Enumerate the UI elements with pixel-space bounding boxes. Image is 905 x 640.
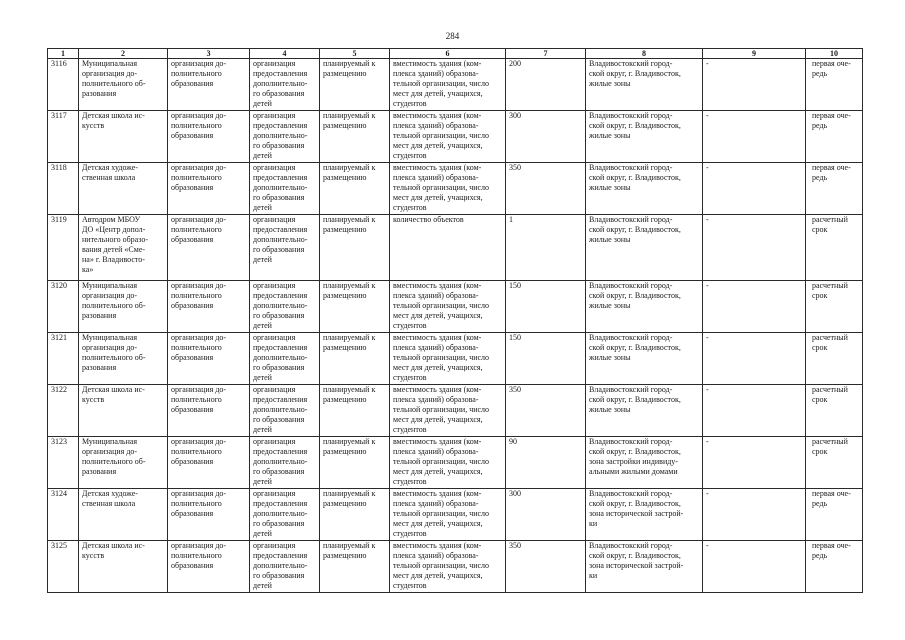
- cell-status: планируемый к размещению: [320, 111, 390, 163]
- table-row: [48, 437, 863, 489]
- cell-location: Владивостокский город- ской округ, г. Владивосток, жилые зоны: [586, 163, 703, 215]
- cell-number: 3116: [48, 59, 79, 111]
- table-row: [48, 333, 863, 385]
- cell-value: 150: [506, 333, 586, 385]
- cell-object-kind: организация предоставления дополнительно- го образования детей: [250, 489, 320, 541]
- cell-number: 3123: [48, 437, 79, 489]
- cell-value: 150: [506, 281, 586, 333]
- cell-object-name: Муниципальная организация до- полнительного об- разования: [79, 59, 168, 111]
- table-row: [48, 385, 863, 437]
- column-number: 3: [168, 49, 250, 59]
- column-number: 9: [703, 49, 806, 59]
- cell-location: Владивостокский город- ской округ, г. Владивосток, жилые зоны: [586, 59, 703, 111]
- cell-zone: -: [703, 281, 806, 333]
- cell-term: первая оче- редь: [806, 541, 863, 593]
- column-number: 8: [586, 49, 703, 59]
- table-row: [48, 163, 863, 215]
- cell-parameter: вместимость здания (ком- плекса зданий) образова- тельной организации, число мест для детей, учащихся, студентов: [390, 111, 506, 163]
- cell-value: 200: [506, 59, 586, 111]
- cell-value: 300: [506, 489, 586, 541]
- cell-object-name: Детская школа ис- кусств: [79, 111, 168, 163]
- cell-zone: -: [703, 385, 806, 437]
- cell-term: расчетный срок: [806, 385, 863, 437]
- cell-status: планируемый к размещению: [320, 437, 390, 489]
- cell-number: 3118: [48, 163, 79, 215]
- column-number: 1: [48, 49, 79, 59]
- cell-location: Владивостокский город- ской округ, г. Владивосток, жилые зоны: [586, 333, 703, 385]
- cell-status: планируемый к размещению: [320, 541, 390, 593]
- cell-zone: -: [703, 541, 806, 593]
- cell-status: планируемый к размещению: [320, 385, 390, 437]
- cell-zone: -: [703, 59, 806, 111]
- cell-parameter: количество объектов: [390, 215, 506, 281]
- cell-term: расчетный срок: [806, 215, 863, 281]
- cell-object-kind: организация предоставления дополнительно- го образования детей: [250, 59, 320, 111]
- cell-object-kind: организация предоставления дополнительно- го образования детей: [250, 215, 320, 281]
- column-number: 7: [506, 49, 586, 59]
- cell-object-name: Муниципальная организация до- полнительного об- разования: [79, 281, 168, 333]
- cell-number: 3121: [48, 333, 79, 385]
- cell-parameter: вместимость здания (ком- плекса зданий) образова- тельной организации, число мест для детей, учащихся, студентов: [390, 437, 506, 489]
- cell-object-kind: организация предоставления дополнительно- го образования детей: [250, 437, 320, 489]
- cell-object-kind: организация предоставления дополнительно- го образования детей: [250, 333, 320, 385]
- objects-table: [47, 48, 863, 593]
- table-row: [48, 215, 863, 281]
- cell-parameter: вместимость здания (ком- плекса зданий) образова- тельной организации, число мест для детей, учащихся, студентов: [390, 541, 506, 593]
- cell-term: первая оче- редь: [806, 489, 863, 541]
- cell-object-name: Детская художе- ственная школа: [79, 489, 168, 541]
- cell-number: 3119: [48, 215, 79, 281]
- cell-number: 3124: [48, 489, 79, 541]
- cell-location: Владивостокский город- ской округ, г. Владивосток, жилые зоны: [586, 281, 703, 333]
- cell-object-kind: организация предоставления дополнительно- го образования детей: [250, 111, 320, 163]
- cell-object-type: организация до- полнительного образования: [168, 333, 250, 385]
- cell-zone: -: [703, 437, 806, 489]
- cell-parameter: вместимость здания (ком- плекса зданий) образова- тельной организации, число мест для детей, учащихся, студентов: [390, 59, 506, 111]
- cell-object-name: Детская художе- ственная школа: [79, 163, 168, 215]
- cell-status: планируемый к размещению: [320, 281, 390, 333]
- cell-status: планируемый к размещению: [320, 59, 390, 111]
- cell-object-type: организация до- полнительного образования: [168, 385, 250, 437]
- cell-location: Владивостокский город- ской округ, г. Владивосток, зона исторической застрой- ки: [586, 489, 703, 541]
- column-number: 5: [320, 49, 390, 59]
- cell-number: 3122: [48, 385, 79, 437]
- cell-parameter: вместимость здания (ком- плекса зданий) образова- тельной организации, число мест для детей, учащихся, студентов: [390, 489, 506, 541]
- cell-parameter: вместимость здания (ком- плекса зданий) образова- тельной организации, число мест для детей, учащихся, студентов: [390, 385, 506, 437]
- cell-term: расчетный срок: [806, 281, 863, 333]
- cell-status: планируемый к размещению: [320, 489, 390, 541]
- cell-value: 1: [506, 215, 586, 281]
- cell-object-name: Детская школа ис- кусств: [79, 541, 168, 593]
- cell-location: Владивостокский город- ской округ, г. Владивосток, жилые зоны: [586, 215, 703, 281]
- cell-object-kind: организация предоставления дополнительно- го образования детей: [250, 281, 320, 333]
- cell-object-type: организация до- полнительного образования: [168, 59, 250, 111]
- table-row: [48, 59, 863, 111]
- cell-object-type: организация до- полнительного образования: [168, 541, 250, 593]
- cell-object-kind: организация предоставления дополнительно- го образования детей: [250, 385, 320, 437]
- cell-number: 3120: [48, 281, 79, 333]
- cell-object-type: организация до- полнительного образования: [168, 281, 250, 333]
- column-number: 10: [806, 49, 863, 59]
- cell-value: 300: [506, 111, 586, 163]
- cell-number: 3117: [48, 111, 79, 163]
- cell-parameter: вместимость здания (ком- плекса зданий) образова- тельной организации, число мест для детей, учащихся, студентов: [390, 163, 506, 215]
- column-number-row: [48, 49, 863, 59]
- cell-object-name: Муниципальная организация до- полнительного об- разования: [79, 333, 168, 385]
- table-row: [48, 489, 863, 541]
- cell-parameter: вместимость здания (ком- плекса зданий) образова- тельной организации, число мест для детей, учащихся, студентов: [390, 281, 506, 333]
- cell-object-name: Муниципальная организация до- полнительного об- разования: [79, 437, 168, 489]
- cell-object-type: организация до- полнительного образования: [168, 215, 250, 281]
- cell-status: планируемый к размещению: [320, 163, 390, 215]
- cell-object-type: организация до- полнительного образования: [168, 437, 250, 489]
- cell-object-kind: организация предоставления дополнительно- го образования детей: [250, 541, 320, 593]
- cell-value: 350: [506, 163, 586, 215]
- table-row: [48, 281, 863, 333]
- cell-term: первая оче- редь: [806, 163, 863, 215]
- cell-object-name: Детская школа ис- кусств: [79, 385, 168, 437]
- cell-object-type: организация до- полнительного образования: [168, 489, 250, 541]
- cell-object-type: организация до- полнительного образования: [168, 163, 250, 215]
- cell-zone: -: [703, 215, 806, 281]
- cell-location: Владивостокский город- ской округ, г. Владивосток, жилые зоны: [586, 111, 703, 163]
- cell-object-name: Автодром МБОУ ДО «Центр допол- нительного образо- вания детей «Сме- на» г. Владивосто- ка»: [79, 215, 168, 281]
- column-number: 4: [250, 49, 320, 59]
- cell-zone: -: [703, 111, 806, 163]
- column-number: 6: [390, 49, 506, 59]
- cell-value: 350: [506, 385, 586, 437]
- page-number: 284: [445, 31, 460, 41]
- table-row: [48, 111, 863, 163]
- column-number: 2: [79, 49, 168, 59]
- cell-term: первая оче- редь: [806, 59, 863, 111]
- table-row: [48, 541, 863, 593]
- cell-location: Владивостокский город- ской округ, г. Владивосток, жилые зоны: [586, 385, 703, 437]
- cell-zone: -: [703, 163, 806, 215]
- cell-status: планируемый к размещению: [320, 215, 390, 281]
- cell-term: первая оче- редь: [806, 111, 863, 163]
- cell-zone: -: [703, 489, 806, 541]
- cell-location: Владивостокский город- ской округ, г. Владивосток, зона застройки индивиду- альными жилыми домами: [586, 437, 703, 489]
- cell-location: Владивостокский город- ской округ, г. Владивосток, зона исторической застрой- ки: [586, 541, 703, 593]
- cell-value: 90: [506, 437, 586, 489]
- cell-object-kind: организация предоставления дополнительно- го образования детей: [250, 163, 320, 215]
- cell-status: планируемый к размещению: [320, 333, 390, 385]
- cell-term: расчетный срок: [806, 437, 863, 489]
- cell-object-type: организация до- полнительного образования: [168, 111, 250, 163]
- cell-term: расчетный срок: [806, 333, 863, 385]
- cell-zone: -: [703, 333, 806, 385]
- cell-value: 350: [506, 541, 586, 593]
- cell-number: 3125: [48, 541, 79, 593]
- cell-parameter: вместимость здания (ком- плекса зданий) образова- тельной организации, число мест для детей, учащихся, студентов: [390, 333, 506, 385]
